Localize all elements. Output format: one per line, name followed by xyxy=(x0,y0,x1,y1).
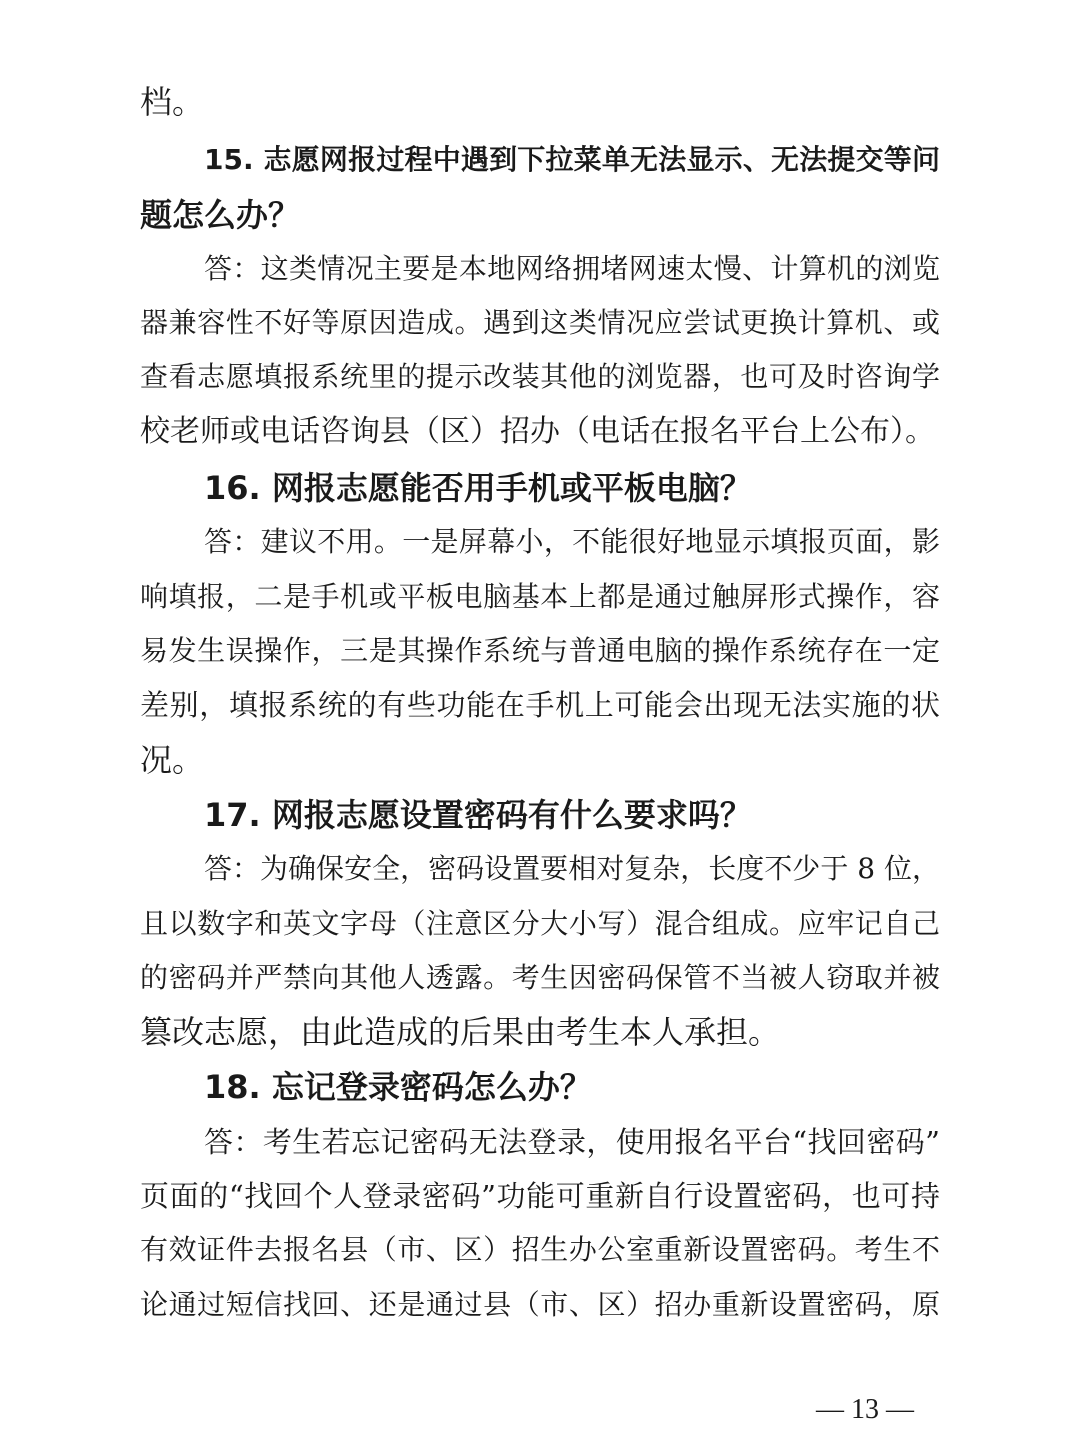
question-15-heading-cont: 题怎么办？ xyxy=(140,196,301,234)
answer-16-line-3: 易发生误操作，三是其操作系统与普通电脑的操作系统存在一定 xyxy=(140,634,940,667)
question-17-heading: 17. 网报志愿设置密码有什么要求吗？ xyxy=(204,796,752,834)
text-line-continuation: 档。 xyxy=(140,83,205,121)
answer-15-line-3: 查看志愿填报系统里的提示改装其他的浏览器，也可及时咨询学 xyxy=(140,360,940,393)
question-18-heading: 18. 忘记登录密码怎么办？ xyxy=(204,1068,592,1106)
answer-18-line-2: 页面的“找回个人登录密码”功能可重新自行设置密码，也可持 xyxy=(140,1179,940,1213)
answer-16-line-1: 答：建议不用。一是屏幕小，不能很好地显示填报页面，影 xyxy=(204,525,940,558)
answer-15-line-4: 校老师或电话咨询县（区）招办（电话在报名平台上公布）。 xyxy=(140,414,935,449)
answer-16-line-2: 响填报，二是手机或平板电脑基本上都是通过触屏形式操作，容 xyxy=(140,580,940,613)
answer-16-line-5: 况。 xyxy=(140,741,205,779)
question-16-heading: 16. 网报志愿能否用手机或平板电脑？ xyxy=(204,469,752,507)
answer-15-line-2: 器兼容性不好等原因造成。遇到这类情况应尝试更换计算机、或 xyxy=(140,306,940,339)
answer-17-line-3: 的密码并严禁向其他人透露。考生因密码保管不当被人窃取并被 xyxy=(140,961,940,994)
answer-15-line-1: 答：这类情况主要是本地网络拥堵网速太慢、计算机的浏览 xyxy=(204,252,940,285)
answer-17-line-1: 答：为确保安全，密码设置要相对复杂，长度不少于 8 位， xyxy=(204,852,940,885)
answer-18-line-4: 论通过短信找回、还是通过县（市、区）招办重新设置密码，原 xyxy=(140,1288,940,1321)
answer-16-line-4: 差别，填报系统的有些功能在手机上可能会出现无法实施的状 xyxy=(140,688,940,722)
question-15-heading: 15. 志愿网报过程中遇到下拉菜单无法显示、无法提交等问 xyxy=(204,143,940,176)
page-number: — 13 — xyxy=(816,1394,914,1425)
answer-18-line-3: 有效证件去报名县（市、区）招生办公室重新设置密码。考生不 xyxy=(140,1233,940,1266)
answer-17-line-4: 篡改志愿，由此造成的后果由考生本人承担。 xyxy=(140,1013,781,1051)
answer-17-line-2: 且以数字和英文字母（注意区分大小写）混合组成。应牢记自己 xyxy=(140,907,940,940)
answer-18-line-1: 答：考生若忘记密码无法登录，使用报名平台“找回密码” xyxy=(204,1125,940,1159)
